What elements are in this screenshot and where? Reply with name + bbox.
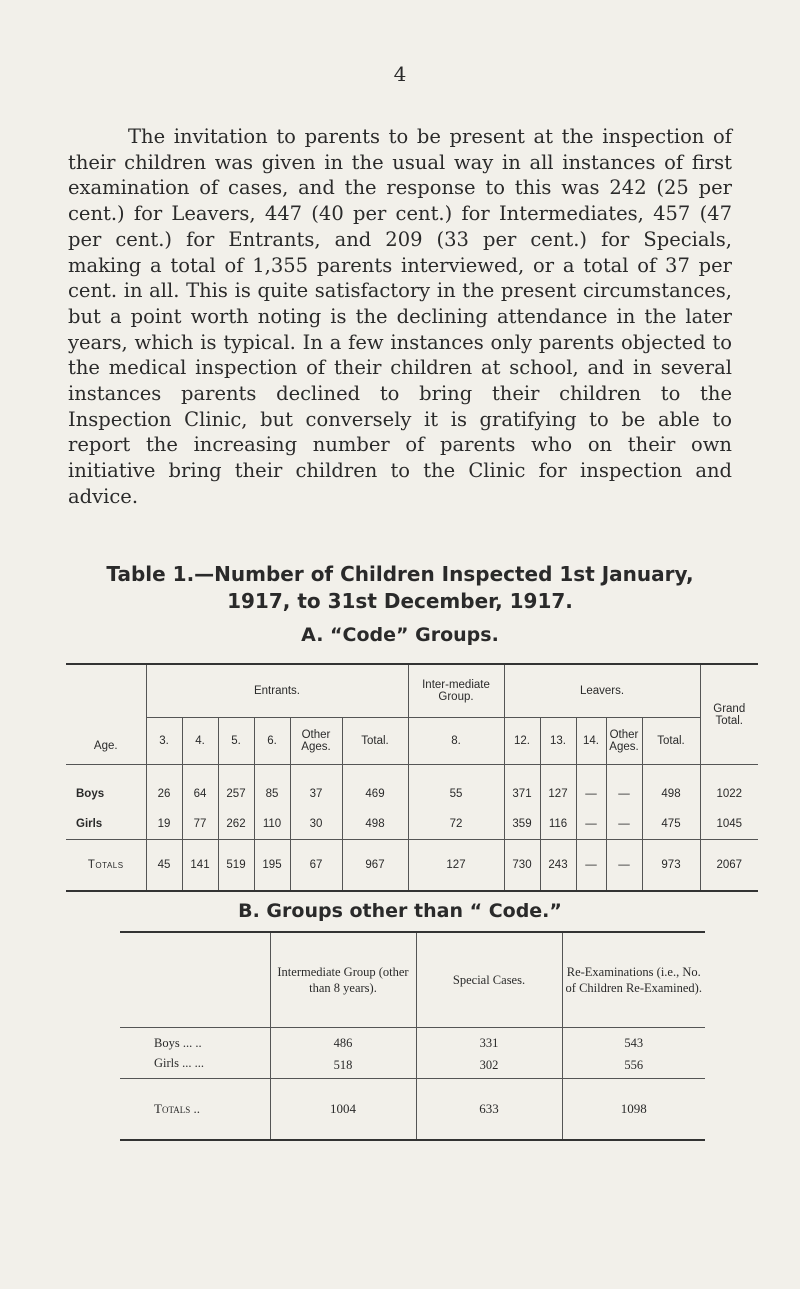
cell: 127	[540, 765, 576, 810]
cell: 1098	[562, 1079, 705, 1141]
header-entrants-5: 5.	[218, 718, 254, 765]
cell: 116	[540, 809, 576, 840]
cell: 67	[290, 840, 342, 892]
header-entrants-4: 4.	[182, 718, 218, 765]
cell: —	[576, 765, 606, 810]
cell: 2067	[700, 840, 758, 892]
cell: 243	[540, 840, 576, 892]
cell: 1004	[270, 1079, 416, 1141]
cell: 967	[342, 840, 408, 892]
row-label: Girls ... ...	[154, 1055, 204, 1070]
cell: 45	[146, 840, 182, 892]
cell: 359	[504, 809, 540, 840]
code-groups-table	[66, 663, 758, 892]
cell: 469	[342, 765, 408, 810]
row-label: Totals ..	[120, 1079, 270, 1141]
table-title-line-2: 1917, to 31st December, 1917.	[227, 589, 573, 613]
row-label: Girls	[76, 818, 103, 830]
section-b-title: B. Groups other than “ Code.”	[238, 900, 562, 922]
cell: 257	[218, 765, 254, 810]
table-row-girls	[66, 809, 758, 840]
table-row-totals	[66, 840, 758, 892]
cell: 85	[254, 765, 290, 810]
header-entrants-other: Other Ages.	[290, 718, 342, 765]
cell: 141	[182, 840, 218, 892]
header-leavers-13: 13.	[540, 718, 576, 765]
header-leavers-other: Other Ages.	[606, 718, 642, 765]
cell: 371	[504, 765, 540, 810]
cell: 19	[146, 809, 182, 840]
cell: 633	[416, 1079, 562, 1141]
cell: 195	[254, 840, 290, 892]
cell: 262	[218, 809, 254, 840]
cell: —	[576, 840, 606, 892]
section-a-title: A. “Code” Groups.	[301, 624, 499, 646]
header-intermediate-8: 8.	[408, 718, 504, 765]
header-leavers-12: 12.	[504, 718, 540, 765]
table-title	[50, 561, 750, 615]
header-age: Age.	[66, 664, 146, 765]
other-groups-table	[120, 931, 705, 1141]
row-label: Totals	[66, 840, 146, 892]
cell: —	[606, 765, 642, 810]
cell: 77	[182, 809, 218, 840]
cell: 1045	[700, 809, 758, 840]
cell: 486	[270, 1028, 416, 1054]
header-leavers: Leavers.	[504, 664, 700, 718]
cell: 556	[562, 1053, 705, 1079]
header-re-examinations: Re-Examinations (i.e., No. of Children Re-Examined).	[562, 932, 705, 1028]
cell: 518	[270, 1053, 416, 1079]
row-label: Boys ... ..	[154, 1035, 202, 1050]
cell: 110	[254, 809, 290, 840]
header-grand-total: Grand Total.	[700, 664, 758, 765]
header-intermediate: Inter-mediate Group.	[408, 664, 504, 718]
cell: 26	[146, 765, 182, 810]
header-entrants-6: 6.	[254, 718, 290, 765]
cell: 55	[408, 765, 504, 810]
cell: 519	[218, 840, 254, 892]
cell: 543	[562, 1028, 705, 1054]
body-paragraph: The invitation to parents to be present at the inspection of their children was given in the usual way in all instances of first examination of cases, and the response to this was 242 (25 per cent.) for Leavers, 447 (40 per cent.) for Intermediates, 457 (47 per cent.) for Entrants, and 209 (33 per cent.) for Specials, making a total of 1,355 parents interviewed, or a total of 37 per cent. in all. This is quite satisfactory in the present circumstances, but a point worth noting is the declining attendance in the later years, which is typical. In a few instances only parents objected to the medical inspection of their children at school, and in several instances parents declined to bring their children to the Inspection Clinic, but conversely it is gratifying to be able to report the increasing number of parents who on their own initiative bring their children to the Clinic for inspection and advice.	[68, 125, 732, 508]
cell: 730	[504, 840, 540, 892]
header-entrants-total: Total.	[342, 718, 408, 765]
cell: 498	[642, 765, 700, 810]
header-entrants: Entrants.	[146, 664, 408, 718]
header-special-cases: Special Cases.	[416, 932, 562, 1028]
cell: 302	[416, 1053, 562, 1079]
page-number: 4	[393, 62, 407, 86]
cell: 37	[290, 765, 342, 810]
cell: 72	[408, 809, 504, 840]
table-title-line-1: Table 1.—Number of Children Inspected 1st January,	[106, 562, 694, 586]
table-row-girls	[120, 1053, 705, 1079]
header-leavers-total: Total.	[642, 718, 700, 765]
header-leavers-14: 14.	[576, 718, 606, 765]
cell: 64	[182, 765, 218, 810]
cell: 973	[642, 840, 700, 892]
header-intermediate-other: Intermediate Group (other than 8 years).	[270, 932, 416, 1028]
cell: 475	[642, 809, 700, 840]
header-entrants-3: 3.	[146, 718, 182, 765]
cell: —	[606, 840, 642, 892]
cell: 30	[290, 809, 342, 840]
table-row-boys	[120, 1028, 705, 1054]
table-row-totals	[120, 1079, 705, 1141]
cell: —	[576, 809, 606, 840]
cell: 127	[408, 840, 504, 892]
row-label: Boys	[76, 788, 105, 800]
cell: 331	[416, 1028, 562, 1054]
table-row-boys	[66, 765, 758, 810]
cell: —	[606, 809, 642, 840]
cell: 498	[342, 809, 408, 840]
cell: 1022	[700, 765, 758, 810]
header-blank	[120, 932, 270, 1028]
